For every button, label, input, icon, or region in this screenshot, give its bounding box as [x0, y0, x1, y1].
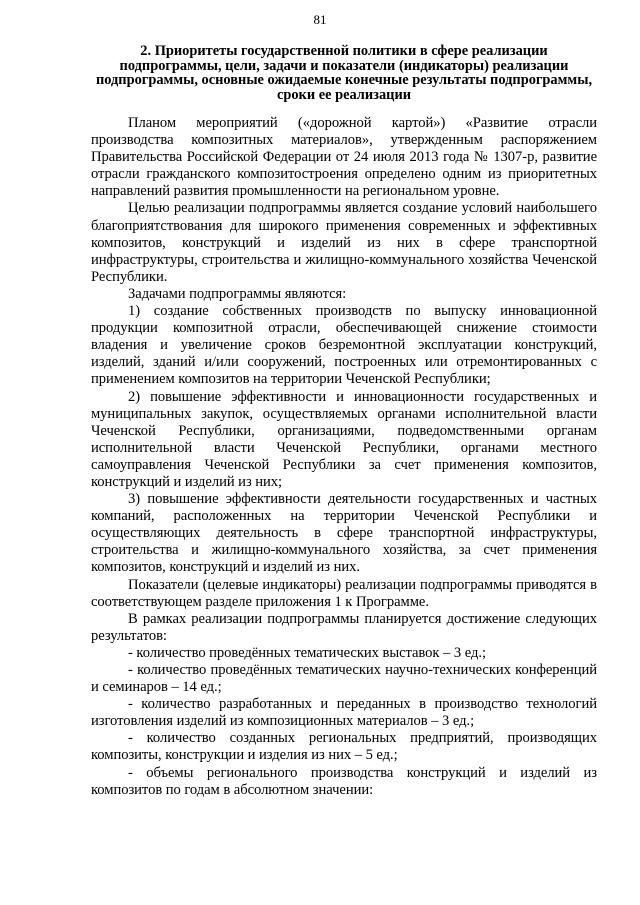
paragraph-task-2: 2) повышение эффективности и инновационности государственных и муниципальных закупок, осуществляемых органами исполнительной власти Чеченской Республики, организациями, подведомственными органам исполнительной власти Чеченской Республики, органами местного самоуправления Чеченской Республики за счет применения композитов, конструкций и изделий из них;: [91, 388, 597, 490]
section-heading: 2. Приоритеты государственной политики в сфере реализации подпрограммы, цели, задачи и показатели (индикаторы) реализации подпрограммы, основные ожидаемые конечные результаты подпрограммы, сроки ее реализации: [95, 43, 593, 103]
result-item-enterprises: - количество созданных региональных предприятий, производящих композиты, конструкции и изделия из них – 5 ед.;: [91, 730, 597, 764]
paragraph-task-3: 3) повышение эффективности деятельности государственных и частных компаний, расположенных на территории Чеченской Республики и осуществляющих деятельность в сфере транспортной инфраструктуры, строительства и жилищно-коммунального хозяйства, за счет применения композитов, конструкций и изделий из них.: [91, 491, 597, 576]
page-number: 81: [313, 12, 327, 27]
paragraph-results-intro: В рамках реализации подпрограммы планируется достижение следующих результатов:: [91, 610, 597, 644]
paragraph-tasks-intro: Задачами подпрограммы являются:: [128, 285, 347, 302]
paragraph-goal: Целью реализации подпрограммы является создание условий наибольшего благоприятствования для широкого применения современных и эффективных композитов, конструкций и изделий из них в сфере транспортной инфраструктуры, строительства и жилищно-коммунального хозяйства Чеченской Республики.: [91, 200, 597, 285]
result-item-conferences: - количество проведённых тематических научно-технических конференций и семинаров – 14 ед.;: [91, 662, 597, 696]
result-item-exhibitions: - количество проведённых тематических выставок – 3 ед.;: [128, 644, 486, 661]
result-item-technologies: - количество разработанных и переданных в производство технологий изготовления изделий из композиционных материалов – 3 ед.;: [91, 696, 597, 730]
paragraph-task-1: 1) создание собственных производств по выпуску инновационной продукции композитной отрасли, обеспечивающей снижение стоимости владения и увеличение сроков безремонтной эксплуатации конструкций, изделий, зданий и/или сооружений, построенных или отремонтированных с применением композитов на территории Чеченской Республики;: [91, 303, 597, 388]
paragraph-indicators: Показатели (целевые индикаторы) реализации подпрограммы приводятся в соответствующем разделе приложения 1 к Программе.: [91, 576, 597, 610]
page-content: [91, 44, 597, 799]
paragraph-roadmap: Планом мероприятий («дорожной картой») «Развитие отрасли производства композитных материалов», утвержденным распоряжением Правительства Российской Федерации от 24 июля 2013 года № 1307-р, развитие отрасли гражданского композитостроения определено одним из приоритетных направлений развития промышленности на региональном уровне.: [91, 115, 597, 200]
result-item-production-volumes: - объемы регионального производства конструкций и изделий из композитов по годам в абсолютном значении:: [91, 764, 597, 798]
